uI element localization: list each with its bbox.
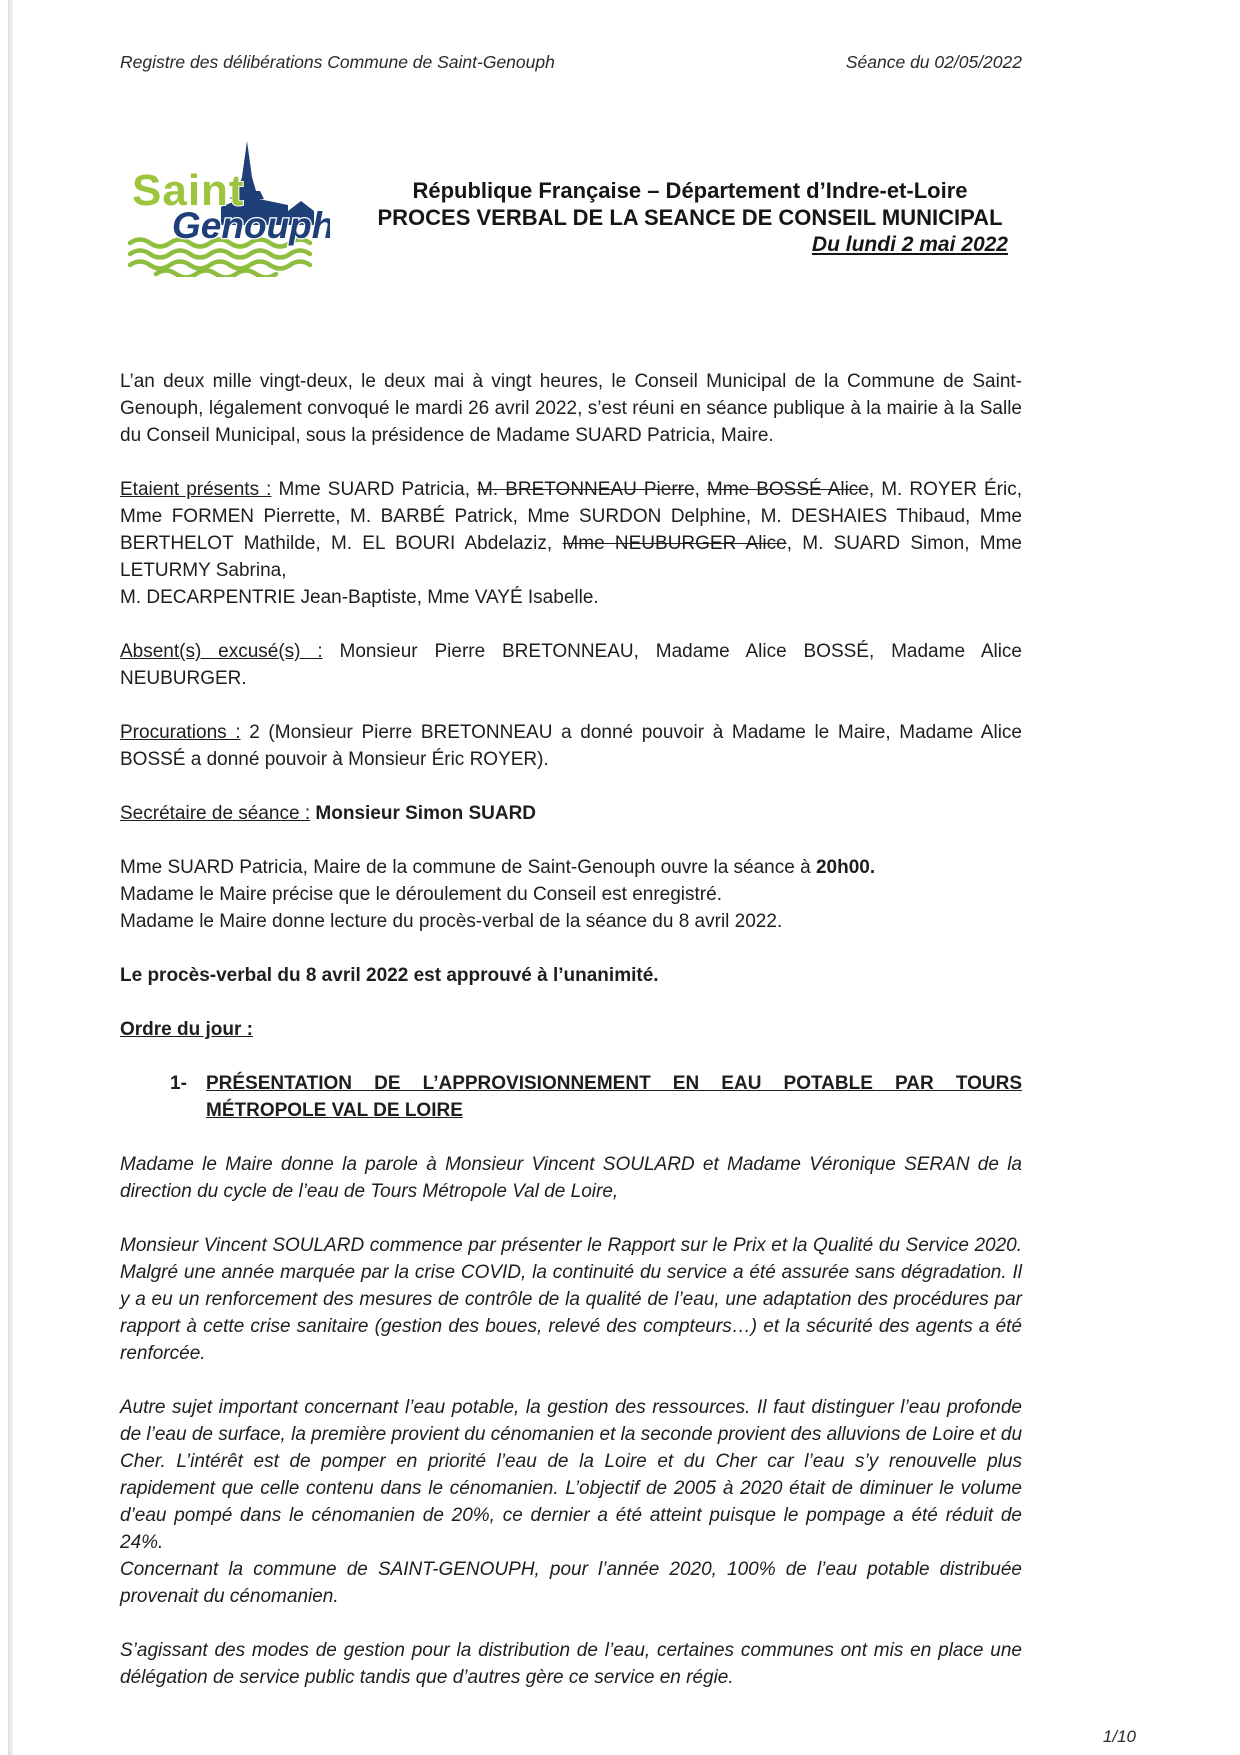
- text-run: , M. ROYER Éric, Mme FORMEN Pierrette, M. BARBÉ Patrick, Mme SURDON Delphine, M. DESHAIES Thibaud, Mme BERTHELOT Mathilde, M. EL BOURI Abdelaziz,: [120, 479, 1023, 554]
- text-run: Mme SUARD Patricia, Maire de la commune de Saint-Genouph ouvre la séance à: [120, 857, 816, 878]
- text-run: Procurations :: [120, 722, 241, 743]
- text-run: Mme BOSSÉ Alice: [706, 479, 869, 500]
- text-run: Monsieur Pierre BRETONNEAU, Madame Alice BOSSÉ, Madame Alice NEUBURGER.: [120, 641, 1023, 689]
- text-run: 20h00.: [815, 857, 876, 878]
- document-title-block: [358, 177, 1022, 258]
- title-date-text: Du lundi 2 mai 2022: [811, 233, 1008, 256]
- text-run: L’an deux mille vingt-deux, le deux mai à vingt heures, le Conseil Municipal de la Commune de Saint-Genouph, légalement convoqué le mardi 26 avril 2022, s’est réuni en séance publique à la mairie à la Salle du Conseil Municipal, sous la présidence de Madame SUARD Patricia, Maire.: [120, 371, 1022, 446]
- text-run: Monsieur Simon SUARD: [315, 803, 537, 824]
- para-parole-intervenants: [120, 1151, 1022, 1205]
- text-run: Le procès-verbal du 8 avril 2022 est approuvé à l’unanimité.: [120, 965, 659, 986]
- text-run: Monsieur Vincent SOULARD commence par présenter le Rapport sur le Prix et la Qualité du Service 2020. Malgré une année marquée par la crise COVID, la continuité du service a été assurée sans dégradation. Il y a eu un renforcement des mesures de contrôle de la qualité de l’eau, une adaptation des procédures par rapport à cette crise sanitaire (gestion des boues, relevé des compteurs…) et la sécurité des agents a été renforcée.: [120, 1235, 1022, 1364]
- text-run: Autre sujet important concernant l’eau potable, la gestion des ressources. Il faut distinguer l’eau profonde de l’eau de surface, la première provient du cénomanien et la seconde provient des alluvions de Loire et du Cher. L’intérêt est de pomper en priorité l’eau de la Loire et du Cher car l’eau s’y renouvelle plus rapidement que celle contenu dans le cénomanien. L’objectif de 2005 à 2020 était de diminuer le volume d’eau pompé dans le cénomanien de 20%, ce dernier a été atteint puisque le pompage a été réduit de 24%.: [120, 1397, 1023, 1553]
- list-content: [206, 1070, 1022, 1124]
- para-ouverture-seance: [120, 854, 1022, 935]
- text-run: Mme NEUBURGER Alice: [562, 533, 787, 554]
- header-session-date: Séance du 02/05/2022: [845, 52, 1022, 72]
- masthead: [0, 73, 1240, 299]
- text-run: 2 (Monsieur Pierre BRETONNEAU a donné pouvoir à Madame le Maire, Madame Alice BOSSÉ a donné pouvoir à Monsieur Éric ROYER).: [120, 722, 1022, 770]
- para-ordre-du-jour: [120, 1016, 1022, 1043]
- heading-point-1: [120, 1070, 1022, 1124]
- para-modes-gestion: [120, 1637, 1022, 1691]
- page-number: 1/10: [1102, 1727, 1136, 1746]
- title-date: [358, 231, 1022, 258]
- logo-text-genouph: Genouph: [172, 205, 330, 246]
- title-proces-verbal: PROCES VERBAL DE LA SEANCE DE CONSEIL MUNICIPAL: [377, 205, 1003, 230]
- para-rapport-2020: [120, 1232, 1022, 1367]
- para-gestion-ressources: [120, 1394, 1022, 1610]
- text-run: S’agissant des modes de gestion pour la distribution de l’eau, certaines communes ont mis en place une délégation de service public tandis que d’autres gère ce service en régie.: [120, 1640, 1022, 1688]
- text-run: ,: [694, 479, 707, 500]
- text-run: Mme SUARD Patricia,: [271, 479, 478, 500]
- text-run: M. DECARPENTRIE Jean-Baptiste, Mme VAYÉ Isabelle.: [120, 587, 599, 608]
- para-ouverture: [120, 368, 1022, 449]
- text-run: Secrétaire de séance :: [120, 803, 311, 824]
- para-absents: [120, 638, 1022, 692]
- logo-text-saint: Saint: [132, 166, 245, 215]
- commune-logo: [126, 139, 330, 277]
- title-republique: République Française – Département d’Indre-et-Loire: [412, 178, 968, 203]
- text-run: Ordre du jour :: [120, 1019, 253, 1040]
- text-run: , M. SUARD Simon, Mme LETURMY Sabrina,: [120, 533, 1022, 581]
- list-number: 1-: [170, 1073, 187, 1094]
- text-run: PRÉSENTATION DE L’APPROVISIONNEMENT EN EAU POTABLE PAR TOURS MÉTROPOLE VAL DE LOIRE: [206, 1073, 1022, 1121]
- para-presents: [120, 476, 1022, 611]
- header-register-label: Registre des délibérations Commune de Saint-Genouph: [120, 52, 555, 72]
- document-body: [0, 299, 1240, 1691]
- running-header: [0, 0, 1240, 73]
- para-secretaire: [120, 800, 1022, 827]
- para-approbation: [120, 962, 1022, 989]
- text-run: Etaient présents :: [120, 479, 272, 500]
- text-run: Madame le Maire donne lecture du procès-verbal de la séance du 8 avril 2022.: [120, 911, 783, 932]
- text-run: M. BRETONNEAU Pierre: [477, 479, 695, 500]
- text-run: Concernant la commune de SAINT-GENOUPH, pour l’année 2020, 100% de l’eau potable distribuée provenait du cénomanien.: [120, 1559, 1022, 1607]
- text-run: Madame le Maire précise que le déroulement du Conseil est enregistré.: [120, 884, 722, 905]
- text-run: Madame le Maire donne la parole à Monsieur Vincent SOULARD et Madame Véronique SERAN de la direction du cycle de l’eau de Tours Métropole Val de Loire,: [120, 1154, 1022, 1202]
- commune-logo-image: [126, 139, 330, 277]
- text-run: Absent(s) excusé(s) :: [120, 641, 323, 662]
- para-procurations: [120, 719, 1022, 773]
